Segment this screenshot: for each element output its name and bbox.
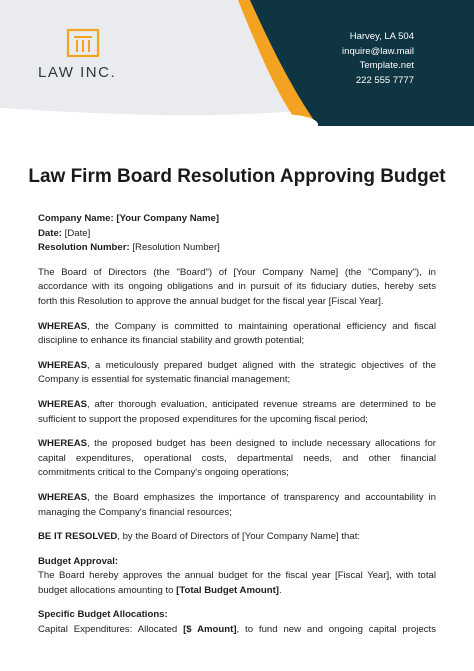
contact-address: Harvey, LA 504 bbox=[349, 31, 414, 42]
company-logo bbox=[38, 28, 138, 81]
contact-block bbox=[342, 30, 414, 88]
company-name-line: Company Name: [Your Company Name] bbox=[38, 213, 220, 224]
intro-paragraph: The Board of Directors (the "Board") of [Your Company Name] (the "Company"), in accordance with its ongoing obligations and in pursuit of its fiduciary duties, hereby sets forth this Resolution to approve the annual budget for the fiscal year [Fiscal Year]. bbox=[38, 266, 436, 307]
whereas-clause: WHEREAS, the proposed budget has been designed to include necessary allocations for capital expenditures, operational costs, departmental needs, and other financial commitments critical to the Company's ongoing operations; bbox=[38, 438, 436, 479]
resolution-number-line: Resolution Number: [Resolution Number] bbox=[38, 242, 220, 254]
whereas-clause: WHEREAS, the Board emphasizes the importance of transparency and accountability in managing the Company's financial resources; bbox=[38, 491, 436, 518]
contact-email[interactable]: inquire@law.mail bbox=[342, 45, 414, 57]
date-line: Date: [Date] bbox=[38, 227, 91, 239]
letterhead bbox=[0, 0, 474, 126]
pillar-logo-icon bbox=[66, 28, 100, 58]
resolved-clause: BE IT RESOLVED, by the Board of Directors of [Your Company Name] that: bbox=[38, 531, 361, 543]
budget-approval-heading: Budget Approval: bbox=[38, 555, 119, 567]
whereas-clause: WHEREAS, the Company is committed to maintaining operational efficiency and fiscal discipline to enhance its financial stability and growth potential; bbox=[38, 320, 436, 347]
brand-name: LAW INC. bbox=[38, 64, 117, 81]
allocations-paragraph: Capital Expenditures: Allocated [$ Amount], to fund new and ongoing capital projects bbox=[38, 624, 436, 636]
whereas-clause: WHEREAS, after thorough evaluation, anticipated revenue streams are determined to be sufficient to support the proposed expenditures for the upcoming fiscal period; bbox=[38, 398, 436, 425]
whereas-clause: WHEREAS, a meticulously prepared budget aligned with the strategic objectives of the Company is essential for systematic financial management; bbox=[38, 359, 436, 386]
contact-website[interactable]: Template.net bbox=[359, 60, 414, 71]
budget-approval-paragraph: The Board hereby approves the annual budget for the fiscal year [Fiscal Year], with total budget allocations amounting to [Total Budget Amount]. bbox=[38, 570, 436, 596]
document-title: Law Firm Board Resolution Approving Budget bbox=[28, 166, 446, 187]
allocations-heading: Specific Budget Allocations: bbox=[38, 609, 168, 621]
contact-phone: 222 555 7777 bbox=[355, 74, 414, 86]
document-body bbox=[38, 212, 436, 638]
